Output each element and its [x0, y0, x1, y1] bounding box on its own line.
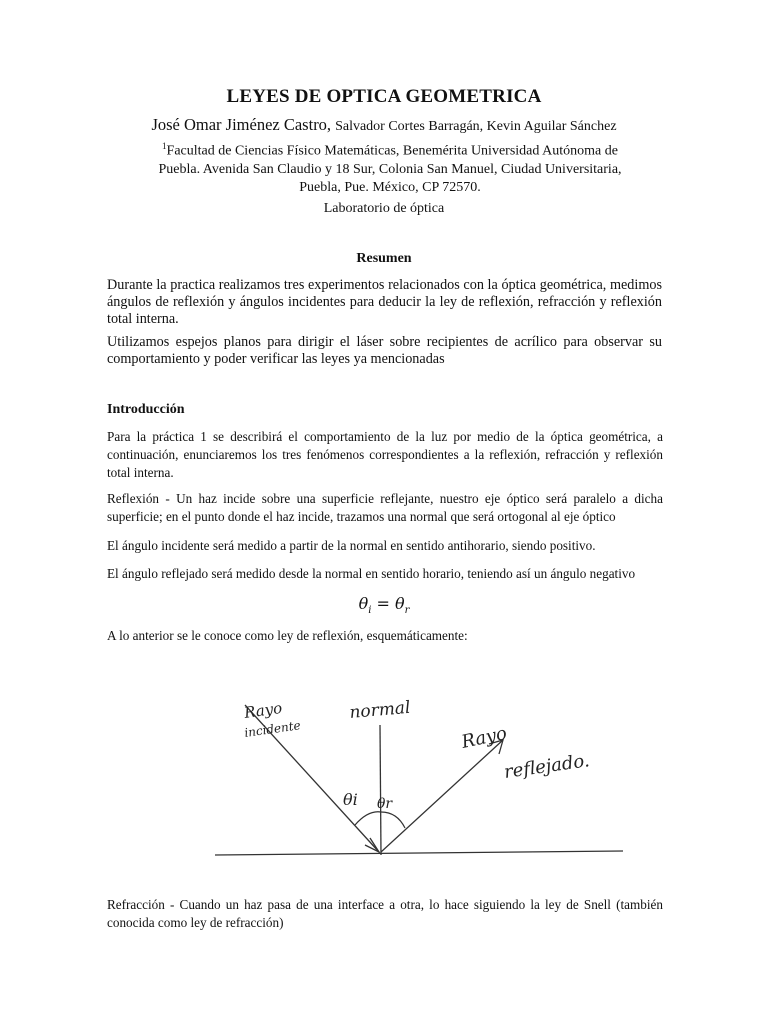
- eq-sub-i: i: [368, 605, 372, 617]
- reflected-angle-arc: [381, 812, 405, 828]
- abstract-heading: Resumen: [356, 251, 412, 266]
- label-reflected-2: reflejado.: [502, 750, 591, 783]
- main-author: José Omar Jiménez Castro,: [151, 115, 332, 134]
- label-incident-2: incidente: [243, 718, 302, 740]
- reflection-paragraph: Reflexión - Un haz incide sobre una superficie reflejante, nuestro eje óptico será paralelo a dicha superficie; en el punto donde el haz incide, trazamos una normal que será ortogonal al eje óptico: [107, 491, 663, 524]
- abstract-paragraph-1: Durante la practica realizamos tres experimentos relacionados con la óptica geométrica, medimos ángulos de reflexión y ángulos incidentes para deducir la ley de reflexión, refracción y reflexión total interna.: [107, 277, 662, 327]
- label-theta-i: θi: [343, 790, 358, 809]
- label-reflected-1: Rayo: [459, 722, 509, 753]
- refraction-paragraph: Refracción - Cuando un haz pasa de una interface a otra, lo hace siguiendo la ley de Snell (también conocida como ley de refracción): [107, 897, 663, 930]
- paper-title: LEYES DE OPTICA GEOMETRICA: [226, 86, 542, 107]
- reflected-ray: [381, 740, 503, 852]
- surface-line: [215, 851, 623, 855]
- co-authors: Salvador Cortes Barragán, Kevin Aguilar Sánchez: [335, 119, 617, 134]
- label-theta-r: θr: [377, 796, 393, 812]
- eq-equals: =: [371, 594, 395, 613]
- authors-line: [0, 115, 768, 135]
- intro-heading: Introducción: [107, 402, 185, 417]
- reflection-sketch: [205, 660, 625, 880]
- reflected-angle-paragraph: El ángulo reflejado será medido desde la normal en sentido horario, teniendo así un ángulo negativo: [107, 566, 636, 581]
- affiliation-marker: 1: [162, 141, 167, 151]
- label-normal: normal: [348, 697, 412, 723]
- affiliation: [140, 137, 640, 197]
- lab-name: Laboratorio de óptica: [323, 201, 445, 216]
- incident-angle-paragraph: El ángulo incidente será medido a partir de la normal en sentido antihorario, siendo positivo.: [107, 538, 596, 553]
- normal-line: [380, 725, 381, 855]
- eq-theta-i: θ: [358, 594, 369, 613]
- abstract-paragraph-2: Utilizamos espejos planos para dirigir el láser sobre recipientes de acrílico para observar su comportamiento y poder verificar las leyes ya mencionadas: [107, 334, 662, 367]
- eq-theta-r: θ: [395, 594, 405, 613]
- incident-angle-arc: [355, 812, 381, 825]
- affiliation-text: Facultad de Ciencias Físico Matemáticas, Benemérita Universidad Autónoma de Puebla. Avenida San Claudio y 18 Sur, Colonia San Manuel, Ciudad Universitaria, Puebla, Pue. México, CP 72570.: [158, 143, 622, 195]
- label-incident-1: Rayo: [243, 698, 284, 722]
- eq-sub-r: r: [404, 605, 410, 617]
- reflection-law-equation: [0, 594, 768, 616]
- schematic-intro-paragraph: A lo anterior se le conoce como ley de reflexión, esquemáticamente:: [107, 628, 468, 643]
- intro-paragraph-1: Para la práctica 1 se describirá el comportamiento de la luz por medio de la óptica geométrica, a continuación, enunciaremos los tres fenómenos correspondientes a la reflexión, refracción y reflexión total interna.: [107, 429, 663, 480]
